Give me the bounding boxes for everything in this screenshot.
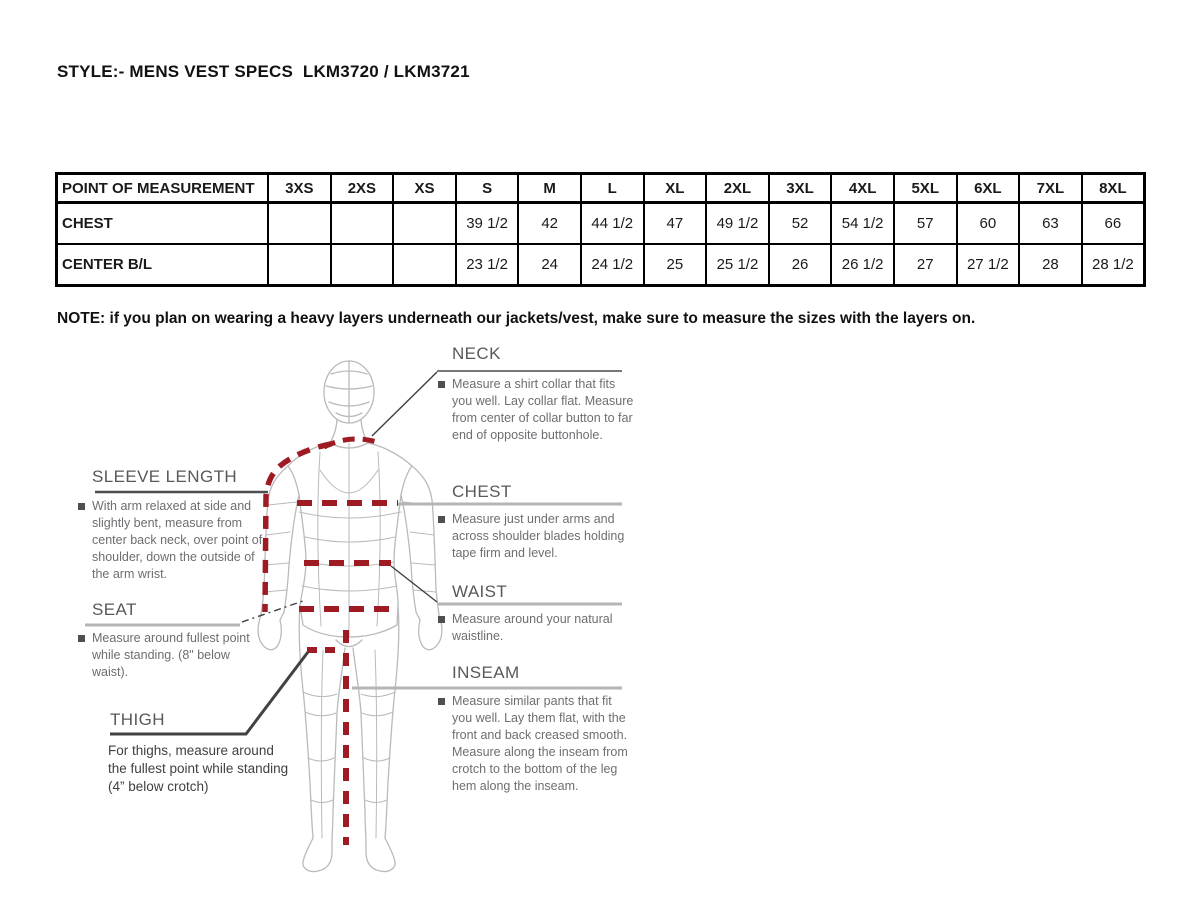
waist-description: Measure around your natural waistline.	[438, 611, 634, 645]
measurement-cell: 24	[518, 244, 581, 286]
measurement-cell: 26 1/2	[831, 244, 894, 286]
size-chart-body	[57, 203, 1145, 286]
seat-description: Measure around fullest point while standing. (8" below waist).	[78, 630, 268, 681]
thigh-heading: THIGH	[110, 710, 165, 729]
measurement-cell: 47	[644, 203, 707, 245]
size-column-header: XL	[644, 174, 707, 203]
bullet-icon	[438, 381, 445, 388]
size-column-header: 4XL	[831, 174, 894, 203]
measurement-cell: 28	[1019, 244, 1082, 286]
measurement-cell	[393, 203, 456, 245]
chest-heading: CHEST	[452, 482, 512, 501]
size-chart-header-row	[57, 174, 1145, 203]
neck-callout-line	[372, 372, 437, 436]
measurement-cell: 49 1/2	[706, 203, 769, 245]
size-column-header: 2XS	[331, 174, 394, 203]
table-row	[57, 244, 1145, 286]
size-column-header: 2XL	[706, 174, 769, 203]
waist-heading: WAIST	[452, 582, 508, 601]
measurement-cell	[331, 244, 394, 286]
measurement-cell: 39 1/2	[456, 203, 519, 245]
size-column-header: S	[456, 174, 519, 203]
size-column-header: 3XS	[268, 174, 331, 203]
size-column-header: 6XL	[957, 174, 1020, 203]
measurement-cell: 26	[769, 244, 832, 286]
measurement-cell: 25 1/2	[706, 244, 769, 286]
measurement-cell: 25	[644, 244, 707, 286]
size-chart-table	[55, 172, 1146, 287]
bullet-icon	[78, 635, 85, 642]
seat-heading: SEAT	[92, 600, 137, 619]
measurement-cell: 23 1/2	[456, 244, 519, 286]
sleeve-measure-line	[265, 444, 331, 612]
page-title: STYLE:- MENS VEST SPECS LKM3720 / LKM3721	[57, 62, 470, 81]
table-row	[57, 203, 1145, 245]
size-column-header: 7XL	[1019, 174, 1082, 203]
size-column-header: L	[581, 174, 644, 203]
measurement-cell: 60	[957, 203, 1020, 245]
bullet-icon	[438, 698, 445, 705]
measurement-cell: 24 1/2	[581, 244, 644, 286]
measurement-cell: 27	[894, 244, 957, 286]
measurement-cell: 42	[518, 203, 581, 245]
thigh-description: For thighs, measure around the fullest point while standing (4” below crotch)	[108, 743, 289, 794]
measurement-cell: 44 1/2	[581, 203, 644, 245]
neck-heading: NECK	[452, 344, 501, 363]
point-of-measurement-header: POINT OF MEASUREMENT	[57, 174, 269, 203]
size-column-header: M	[518, 174, 581, 203]
row-label: CHEST	[57, 203, 269, 245]
measurement-cell: 28 1/2	[1082, 244, 1145, 286]
sleeve-length-heading: SLEEVE LENGTH	[92, 467, 238, 486]
measurement-cell: 63	[1019, 203, 1082, 245]
measurement-cell: 54 1/2	[831, 203, 894, 245]
size-column-header: 5XL	[894, 174, 957, 203]
seat-callout-line	[242, 601, 303, 622]
sleeve-length-description: With arm relaxed at side and slightly bent, measure from center back neck, over point of shoulder, down the outside of the arm wrist.	[78, 498, 274, 583]
measurement-cell	[268, 244, 331, 286]
measurement-cell: 57	[894, 203, 957, 245]
measurement-cell: 27 1/2	[957, 244, 1020, 286]
measurement-cell: 66	[1082, 203, 1145, 245]
size-column-header: XS	[393, 174, 456, 203]
bullet-icon	[438, 516, 445, 523]
measurement-cell	[331, 203, 394, 245]
row-label: CENTER B/L	[57, 244, 269, 286]
size-column-header: 3XL	[769, 174, 832, 203]
measurement-cell	[393, 244, 456, 286]
size-column-header: 8XL	[1082, 174, 1145, 203]
note-text: NOTE: if you plan on wearing a heavy layers underneath our jackets/vest, make sure to measure the sizes with the layers on.	[57, 310, 976, 327]
measurement-cell	[268, 203, 331, 245]
neck-description: Measure a shirt collar that fits you well. Lay collar flat. Measure from center of collar button to far end of opposite buttonhole.	[438, 376, 634, 444]
inseam-description: Measure similar pants that fit you well. Lay them flat, with the front and back creased smooth. Measure along the inseam from crotch to the bottom of the leg hem along the inseam.	[438, 693, 634, 795]
measurement-cell: 52	[769, 203, 832, 245]
chest-description: Measure just under arms and across shoulder blades holding tape firm and level.	[438, 511, 634, 562]
bullet-icon	[78, 503, 85, 510]
inseam-heading: INSEAM	[452, 663, 520, 682]
bullet-icon	[438, 616, 445, 623]
